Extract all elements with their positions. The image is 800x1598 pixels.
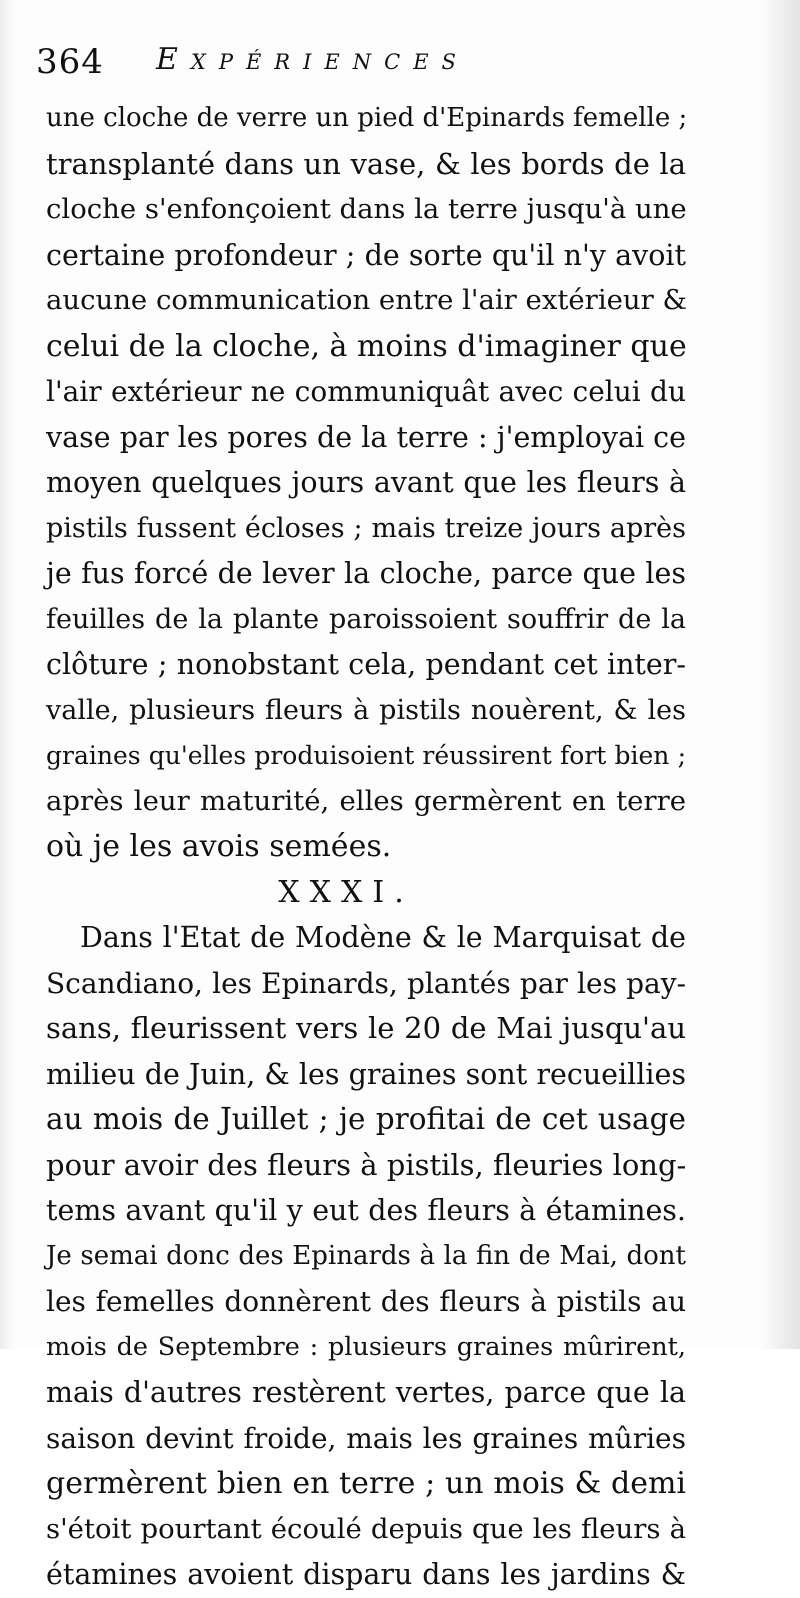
page-header bbox=[36, 38, 756, 88]
text-line: étamines avoient disparu dans les jardins & bbox=[46, 1558, 686, 1591]
page-number: 364 bbox=[36, 42, 104, 82]
text-line: vase par les pores de la terre : j'employai ce bbox=[46, 420, 686, 454]
text-line: mais d'autres restèrent vertes, parce que la bbox=[46, 1376, 686, 1409]
text-line: Dans l'Etat de Modène & le Marquisat de bbox=[80, 921, 686, 954]
text-line: sans, fleurissent vers le 20 de Mai jusqu'au bbox=[46, 1011, 686, 1045]
text-line: une cloche de verre un pied d'Epinards femelle ; bbox=[46, 103, 688, 133]
text-line: clôture ; nonobstant cela, pendant cet inter- bbox=[46, 648, 686, 681]
text-line: germèrent bien en terre ; un mois & demi bbox=[46, 1466, 686, 1501]
text-line: au mois de Juillet ; je profitai de cet usage bbox=[46, 1102, 686, 1136]
text-line: mois de Septembre : plusieurs graines mûrirent, bbox=[46, 1331, 686, 1362]
text-line: aucune communication entre l'air extérieur & bbox=[46, 284, 687, 316]
text-line: l'air extérieur ne communiquât avec celui du bbox=[46, 375, 686, 408]
text-line: cloche s'enfonçoient dans la terre jusqu'à une bbox=[46, 193, 687, 225]
text-line: Scandiano, les Epinards, plantés par les pay- bbox=[46, 966, 686, 1000]
text-line: les femelles donnèrent des fleurs à pistils au bbox=[46, 1285, 686, 1318]
running-head: Expériences bbox=[156, 42, 469, 77]
text-line: saison devint froide, mais les graines mûries bbox=[46, 1421, 686, 1455]
text-line: après leur maturité, elles germèrent en terre bbox=[46, 784, 686, 817]
text-line: celui de la cloche, à moins d'imaginer que bbox=[46, 328, 687, 364]
text-line: Je semai donc des Epinards à la fin de Mai, dont bbox=[46, 1240, 686, 1271]
page-fold-shadow bbox=[760, 0, 800, 1349]
text-line: pour avoir des fleurs à pistils, fleuries long- bbox=[46, 1147, 687, 1182]
section-heading: XXXI. bbox=[278, 874, 414, 910]
text-line: pistils fussent écloses ; mais treize jours après bbox=[46, 512, 686, 544]
text-line: milieu de Juin, & les graines sont recueillies bbox=[46, 1057, 686, 1091]
text-line: transplanté dans un vase, & les bords de la bbox=[46, 146, 686, 181]
body-text bbox=[46, 96, 686, 1598]
text-line: graines qu'elles produisoient réussirent fort bien ; bbox=[46, 741, 686, 770]
text-line: moyen quelques jours avant que les fleurs à bbox=[46, 466, 686, 499]
text-line: s'étoit pourtant écoulé depuis que les fleurs à bbox=[46, 1512, 686, 1545]
text-line: tems avant qu'il y eut des fleurs à étamines. bbox=[46, 1194, 686, 1227]
text-line: je fus forcé de lever la cloche, parce que les bbox=[46, 557, 686, 590]
text-line: valle, plusieurs fleurs à pistils nouèrent, & les bbox=[46, 694, 686, 726]
text-line: où je les avois semées. bbox=[46, 829, 392, 864]
text-line: feuilles de la plante paroissoient souffrir de la bbox=[46, 603, 686, 635]
page-edge-shadow bbox=[0, 0, 14, 1349]
text-line: certaine profondeur ; de sorte qu'il n'y avoit bbox=[46, 238, 686, 272]
